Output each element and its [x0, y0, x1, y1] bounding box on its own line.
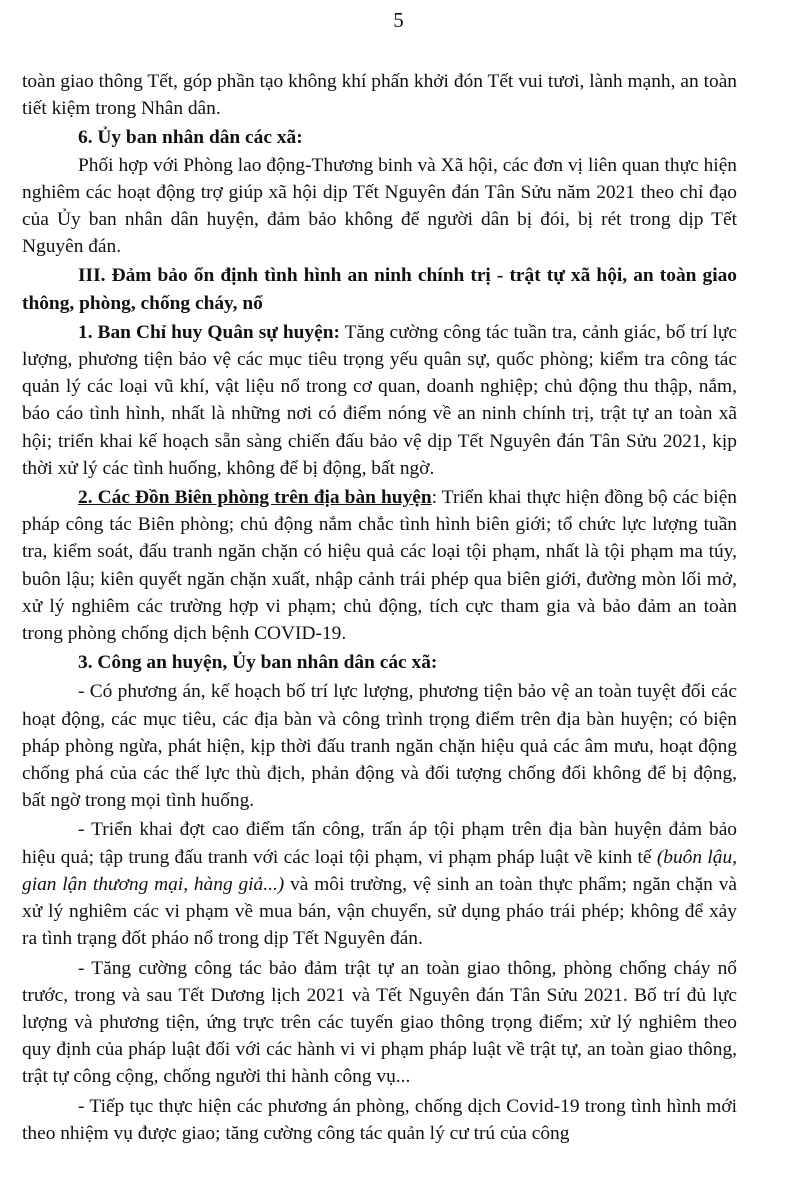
paragraph-ban-chi-huy: [22, 319, 737, 482]
paragraph-covid: - Tiếp tục thực hiện các phương án phòng, chống dịch Covid-19 trong tình hình mới theo nhiệm vụ được giao; tăng cường công tác quản lý cư trú của công: [22, 1095, 737, 1144]
section-heading-cong-an: 3. Công an huyện, Ủy ban nhân dân các xã:: [78, 652, 438, 674]
text-don-bien-phong: : Triển khai thực hiện đồng bộ các biện pháp công tác Biên phòng; chủ động nắm chắc tình hình biên giới; tổ chức lực lượng tuần tra, kiểm soát, đấu tranh ngăn chặn có hiệu quả các loại tội phạm, nhất là tội phạm ma túy, buôn lậu; kiên quyết ngăn chặn xuất, nhập cảnh trái phép qua biên giới, đường mòn lối mở, xử lý nghiêm các trường hợp vi phạm; chủ động, tích cực tham gia và bảo đảm an toàn trong phòng chống dịch bệnh COVID-19.: [22, 487, 737, 645]
lead-ban-chi-huy: 1. Ban Chỉ huy Quân sự huyện:: [78, 321, 340, 343]
text-cao-diem-after: và môi trường, vệ sinh an toàn thực phẩm; ngăn chặn và xử lý nghiêm các vi phạm về mua bán, vận chuyển, sử dụng pháo trái phép; không để xảy ra tình trạng đốt pháo nổ trong dịp Tết Nguyên đán.: [22, 873, 737, 950]
lead-don-bien-phong: 2. Các Đồn Biên phòng trên địa bàn huyện: [78, 487, 432, 509]
paragraph-ubnd-xa: Phối hợp với Phòng lao động-Thương binh và Xã hội, các đơn vị liên quan thực hiện nghiêm các hoạt động trợ giúp xã hội dịp Tết Nguyên đán Tân Sửu năm 2021 theo chỉ đạo của Ủy ban nhân dân huyện, đảm bảo không để người dân bị đói, bị rét trong dịp Tết Nguyên đán.: [22, 154, 737, 258]
text-cao-diem-italic: (buôn lậu, gian lận thương mại, hàng giả...): [22, 846, 737, 895]
document-body: [22, 68, 737, 1147]
paragraph-continuation: toàn giao thông Tết, góp phần tạo không khí phấn khởi đón Tết vui tươi, lành mạnh, an toàn tiết kiệm trong Nhân dân.: [22, 71, 737, 120]
text-cao-diem-before: - Triển khai đợt cao điểm tấn công, trấn áp tội phạm trên địa bàn huyện đảm bảo hiệu quả; tập trung đấu tranh với các loại tội phạm, vi phạm pháp luật về kinh tế: [22, 819, 737, 868]
page-number: 5: [393, 8, 404, 32]
paragraph-phuong-an: - Có phương án, kế hoạch bố trí lực lượng, phương tiện bảo vệ an toàn tuyệt đối các hoạt động, các mục tiêu, các địa bàn và công trình trọng điểm trên địa bàn huyện; có biện pháp phòng ngừa, phát hiện, kịp thời đấu tranh ngăn chặn hiệu quả các âm mưu, hoạt động chống phá của các thế lực thù địch, phản động và đối tượng chống đối không để bị động, bất ngờ trong mọi tình huống.: [22, 681, 737, 812]
paragraph-don-bien-phong: [22, 484, 737, 647]
section-heading-an-ninh: III. Đảm bảo ổn định tình hình an ninh chính trị - trật tự xã hội, an toàn giao thông, phòng, chống cháy, nổ: [22, 265, 737, 314]
section-heading-ubnd-xa: 6. Ủy ban nhân dân các xã:: [78, 127, 303, 149]
paragraph-cao-diem: [22, 816, 737, 952]
paragraph-giao-thong: - Tăng cường công tác bảo đảm trật tự an toàn giao thông, phòng chống cháy nổ trước, trong và sau Tết Dương lịch 2021 và Tết Nguyên đán Tân Sửu 2021. Bố trí đủ lực lượng và phương tiện, ứng trực trên các tuyến giao thông trọng điểm; xử lý nghiêm theo quy định của pháp luật đối với các hành vi vi phạm pháp luật về trật tự, an toàn giao thông, trật tự công cộng, chống người thi hành công vụ...: [22, 957, 737, 1088]
text-ban-chi-huy: Tăng cường công tác tuần tra, cảnh giác, bố trí lực lượng, phương tiện bảo vệ các mục tiêu trọng yếu quân sự, quốc phòng; kiểm tra công tác quản lý các loại vũ khí, vật liệu nổ trong cơ quan, doanh nghiệp; chủ động thu thập, nắm, báo cáo tình hình, nhất là những nơi có điểm nóng về an ninh chính trị, trật tự an toàn xã hội; triển khai kế hoạch sẵn sàng chiến đấu bảo vệ dịp Tết Nguyên đán Tân Sửu 2021, kịp thời xử lý các tình huống, không để bị động, bất ngờ.: [22, 321, 737, 479]
